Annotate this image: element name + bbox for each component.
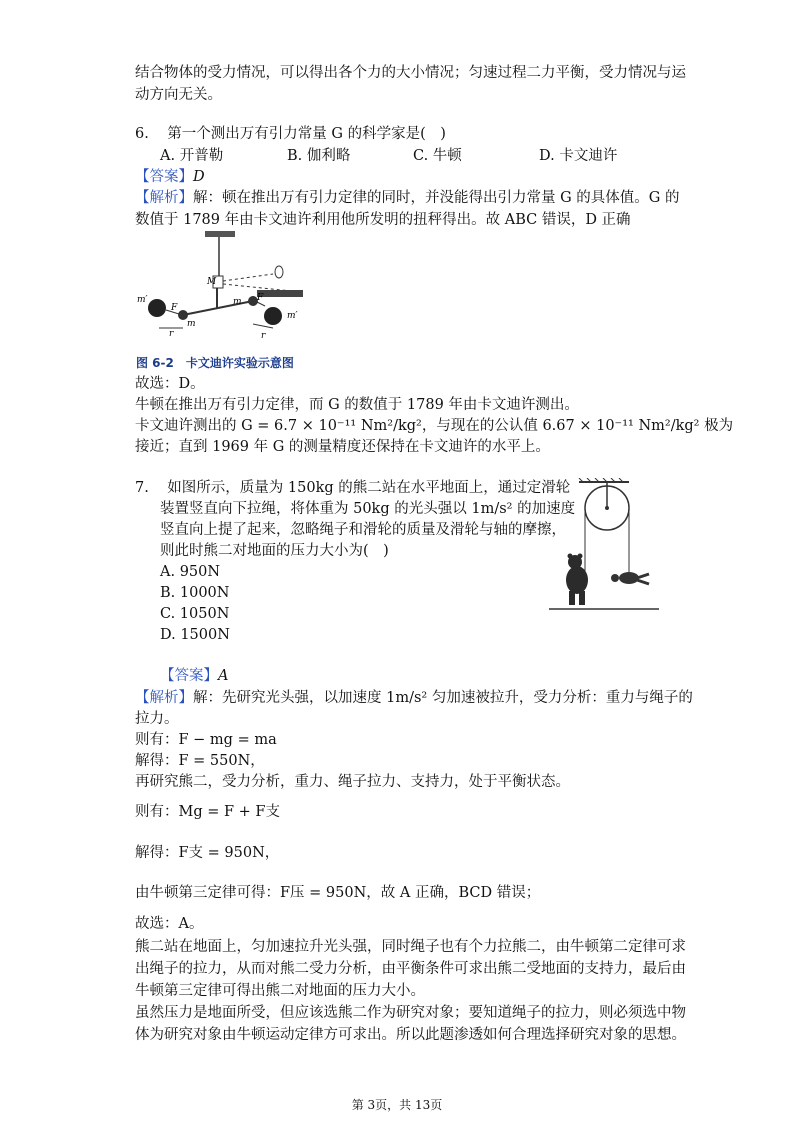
figure-caption: 图 6-2 卡文迪许实验示意图 <box>136 356 294 370</box>
q6-note-2: 卡文迪许测出的 G = 6.7 × 10⁻¹¹ Nm²/kg²，与现在的公认值 6.67 × 10⁻¹¹ Nm²/kg² 极为 <box>135 418 734 434</box>
label-m-prime-left: m′ <box>137 295 148 305</box>
label-m-right: m <box>233 297 242 307</box>
label-r-left: r <box>169 329 174 339</box>
light-beam-in <box>223 274 273 281</box>
q7-equation-2: 解得：F = 550N， <box>135 753 265 769</box>
q7-stem-line-2: 装置竖直向下拉绳，将体重为 50kg 的光头强以 1m/s² 的加速度 <box>160 501 576 517</box>
q7-analysis-line-2: 拉力。 <box>135 711 179 727</box>
q6-option-d: D. 卡文迪许 <box>539 148 618 164</box>
q6-option-a: A. 开普勒 <box>160 148 224 164</box>
label-F-right: F <box>257 293 264 303</box>
q7-stem-line-3: 竖直向上提了起来，忽略绳子和滑轮的质量及滑轮与轴的摩擦， <box>160 522 566 538</box>
pulley-axle <box>605 506 609 510</box>
q7-equation-1: 则有：F − mg = ma <box>135 732 277 748</box>
q6-answer <box>135 167 205 187</box>
q7-summary-2: 出绳子的拉力，从而对熊二受力分析，由平衡条件可求出熊二受地面的支持力，最后由 <box>135 961 686 977</box>
q6-choice: 故选：D。 <box>135 376 205 392</box>
q7-summary-3: 牛顿第三定律可得出熊二对地面的压力大小。 <box>135 983 425 999</box>
person-icon <box>611 572 649 584</box>
q7-answer-value: A <box>218 668 229 684</box>
q7-number: 7. <box>135 480 149 496</box>
q6-option-b: B. 伽利略 <box>287 148 351 164</box>
intro-line-2: 动方向无关。 <box>135 87 222 103</box>
cavendish-figure <box>133 228 313 352</box>
label-m-left: m <box>187 319 196 329</box>
q7-choice: 故选：A。 <box>135 916 204 932</box>
q7-analysis-text: 解：先研究光头强，以加速度 1m/s² 匀加速被拉升，受力分析：重力与绳子的 <box>193 690 693 706</box>
q7-stem-line-4: 则此时熊二对地面的压力大小为( ) <box>160 543 389 559</box>
q7-equation-3: 则有：Mg = F + F支 <box>135 804 280 820</box>
q6-stem <box>135 124 446 144</box>
page-footer: 第 3页，共 13页 <box>351 1098 443 1112</box>
q6-note-1: 牛顿在推出万有引力定律，而 G 的数值于 1789 年由卡文迪许测出。 <box>135 397 579 413</box>
q7-analysis-line-1 <box>135 688 693 708</box>
q7-option-a: A. 950N <box>160 564 221 580</box>
q6-analysis-line-1 <box>135 188 680 208</box>
q7-equation-4: 解得：F支 = 950N， <box>135 845 280 861</box>
q6-analysis-text: 解：顿在推出万有引力定律的同时，并没能得出引力常量 G 的具体值。G 的 <box>193 190 680 206</box>
scale <box>257 290 303 297</box>
q7-analysis-tag: 【解析】 <box>135 690 193 706</box>
q6-analysis-tag: 【解析】 <box>135 190 193 206</box>
q7-summary-1: 熊二站在地面上，匀加速拉升光头强，同时绳子也有个力拉熊二，由牛顿第二定律可求 <box>135 939 686 955</box>
intro-line-1: 结合物体的受力情况，可以得出各个力的大小情况；匀速过程二力平衡，受力情况与运 <box>135 65 686 81</box>
q7-stem-line-1 <box>135 478 570 498</box>
label-M: M <box>207 277 217 287</box>
pulley-figure <box>549 478 659 613</box>
q7-step-2: 再研究熊二，受力分析，重力、绳子拉力、支持力，处于平衡状态。 <box>135 774 570 790</box>
q7-equation-5: 由牛顿第三定律可得：F压 = 950N，故 A 正确，BCD 错误； <box>135 885 541 901</box>
large-ball-right <box>264 307 282 325</box>
q6-answer-tag: 【答案】 <box>135 169 193 185</box>
q7-summary-5: 体为研究对象由牛顿运动定律方可求出。所以此题渗透如何合理选择研究对象的思想。 <box>135 1027 686 1043</box>
ceiling-mount <box>205 231 235 237</box>
q6-analysis-line-2: 数值于 1789 年由卡文迪许利用他所发明的扭秤得出。故 ABC 错误，D 正确 <box>135 212 631 228</box>
q7-option-c: C. 1050N <box>160 606 230 622</box>
q6-note-3: 接近；直到 1969 年 G 的测量精度还保持在卡文迪许的水平上。 <box>135 439 550 455</box>
q7-option-d: D. 1500N <box>160 627 230 643</box>
q7-answer <box>160 666 228 686</box>
light-source <box>275 266 283 278</box>
q7-answer-tag: 【答案】 <box>160 668 218 684</box>
large-ball-left <box>148 299 166 317</box>
q7-stem-text-1: 如图所示，质量为 150kg 的熊二站在水平地面上，通过定滑轮 <box>167 480 571 496</box>
q6-answer-value: D <box>193 169 205 185</box>
distance-right <box>253 324 273 328</box>
label-m-prime-right: m′ <box>287 311 298 321</box>
q6-option-c: C. 牛顿 <box>413 148 462 164</box>
label-r-right: r <box>261 331 266 341</box>
q7-summary-4: 虽然压力是地面所受，但应该选熊二作为研究对象；要知道绳子的拉力，则必须选中物 <box>135 1005 686 1021</box>
q6-number: 6. <box>135 126 149 142</box>
label-F-left: F <box>171 303 178 313</box>
q6-stem-text: 第一个测出万有引力常量 G 的科学家是( ) <box>167 126 446 142</box>
q7-option-b: B. 1000N <box>160 585 230 601</box>
